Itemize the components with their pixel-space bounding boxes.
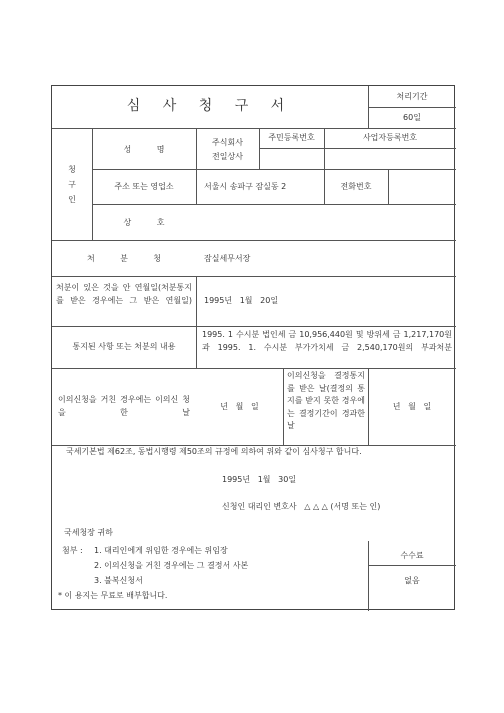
decision-date-value: 년 월 일 bbox=[392, 402, 432, 411]
address-label: 주소 또는 영업소 bbox=[114, 182, 174, 191]
office-value: 잠실세무서장 bbox=[204, 254, 251, 263]
attachment-item-2: 2. 이의신청을 거친 경우에는 그 결정서 사본 bbox=[94, 561, 249, 570]
rule bbox=[259, 148, 456, 149]
rule bbox=[368, 565, 456, 566]
office-label: 처 분 청 bbox=[86, 254, 162, 263]
fee-value: 없음 bbox=[404, 576, 420, 585]
rule bbox=[196, 276, 197, 368]
notified-label: 통지된 사항 또는 처분의 내용 bbox=[72, 342, 176, 351]
filing-date: 1995년 1월 30일 bbox=[222, 475, 297, 484]
objection-date-value: 년 월 일 bbox=[220, 402, 259, 411]
address-value: 서울시 송파구 잠실동 2 bbox=[204, 182, 287, 191]
rule bbox=[52, 276, 456, 277]
notice-date-value: 1995년 1월 20일 bbox=[204, 296, 279, 305]
rule bbox=[92, 204, 456, 205]
form-title: 심 사 청 구 서 bbox=[126, 98, 294, 114]
rule bbox=[52, 368, 456, 369]
rule bbox=[388, 169, 389, 205]
processing-period-label: 처리기간 bbox=[396, 92, 428, 101]
signature-line: 신청인 대리인 변호사 △ △ △ (서명 또는 인) bbox=[222, 502, 381, 511]
free-form-note: * 이 용지는 무료로 배부합니다. bbox=[58, 591, 168, 600]
fee-label: 수수료 bbox=[400, 551, 424, 560]
objection-label: 이의신청을 거친 경우에는 이의신 청을 한 날 bbox=[58, 395, 190, 417]
attachment-item-1: 1. 대리인에게 위임한 경우에는 위임장 bbox=[94, 546, 228, 555]
name-value: 주식회사 전일상사 bbox=[212, 138, 243, 161]
trade-name-label: 상 호 bbox=[123, 218, 165, 227]
phone-label: 전화번호 bbox=[340, 182, 372, 191]
rule bbox=[52, 240, 456, 241]
notified-value: 1995. 1 수시분 법인세 금 10,956,440원 및 방위세 금 1,217,170원과 1995. 1. 수시분 부가가치세 금 2,540,170원의 부과처분 bbox=[202, 330, 452, 352]
rule bbox=[368, 107, 456, 108]
rule bbox=[52, 326, 456, 327]
attachments-label: 첨부 : bbox=[62, 546, 83, 555]
review-request-form bbox=[51, 85, 455, 610]
rule bbox=[92, 169, 456, 170]
rule bbox=[52, 128, 456, 129]
attachment-item-3: 3. 불복신청서 bbox=[94, 576, 143, 585]
business-no-label: 사업자등록번호 bbox=[362, 133, 418, 142]
name-label: 성 명 bbox=[123, 145, 165, 154]
decision-notice-label: 이의신청을 결정통지를 받은 날(결정의 통지를 받지 못한 경우에는 결정기간이 경과한 날 bbox=[287, 371, 365, 431]
statement-text: 국세기본법 제62조, 동법시행령 제50조의 규정에 의하여 위와 같이 심사청구 합니다. bbox=[66, 447, 362, 456]
rule bbox=[283, 368, 284, 445]
processing-period-value: 60일 bbox=[403, 113, 421, 122]
addressee: 국세청장 귀하 bbox=[64, 528, 113, 537]
resident-no-label: 주민등록번호 bbox=[268, 133, 315, 142]
claimant-section-label: 청 구 인 bbox=[68, 165, 76, 204]
notice-date-label: 처분이 있은 것을 안 연월일(처분통지를 받은 경우에는 그 받은 연월일) bbox=[56, 283, 192, 305]
